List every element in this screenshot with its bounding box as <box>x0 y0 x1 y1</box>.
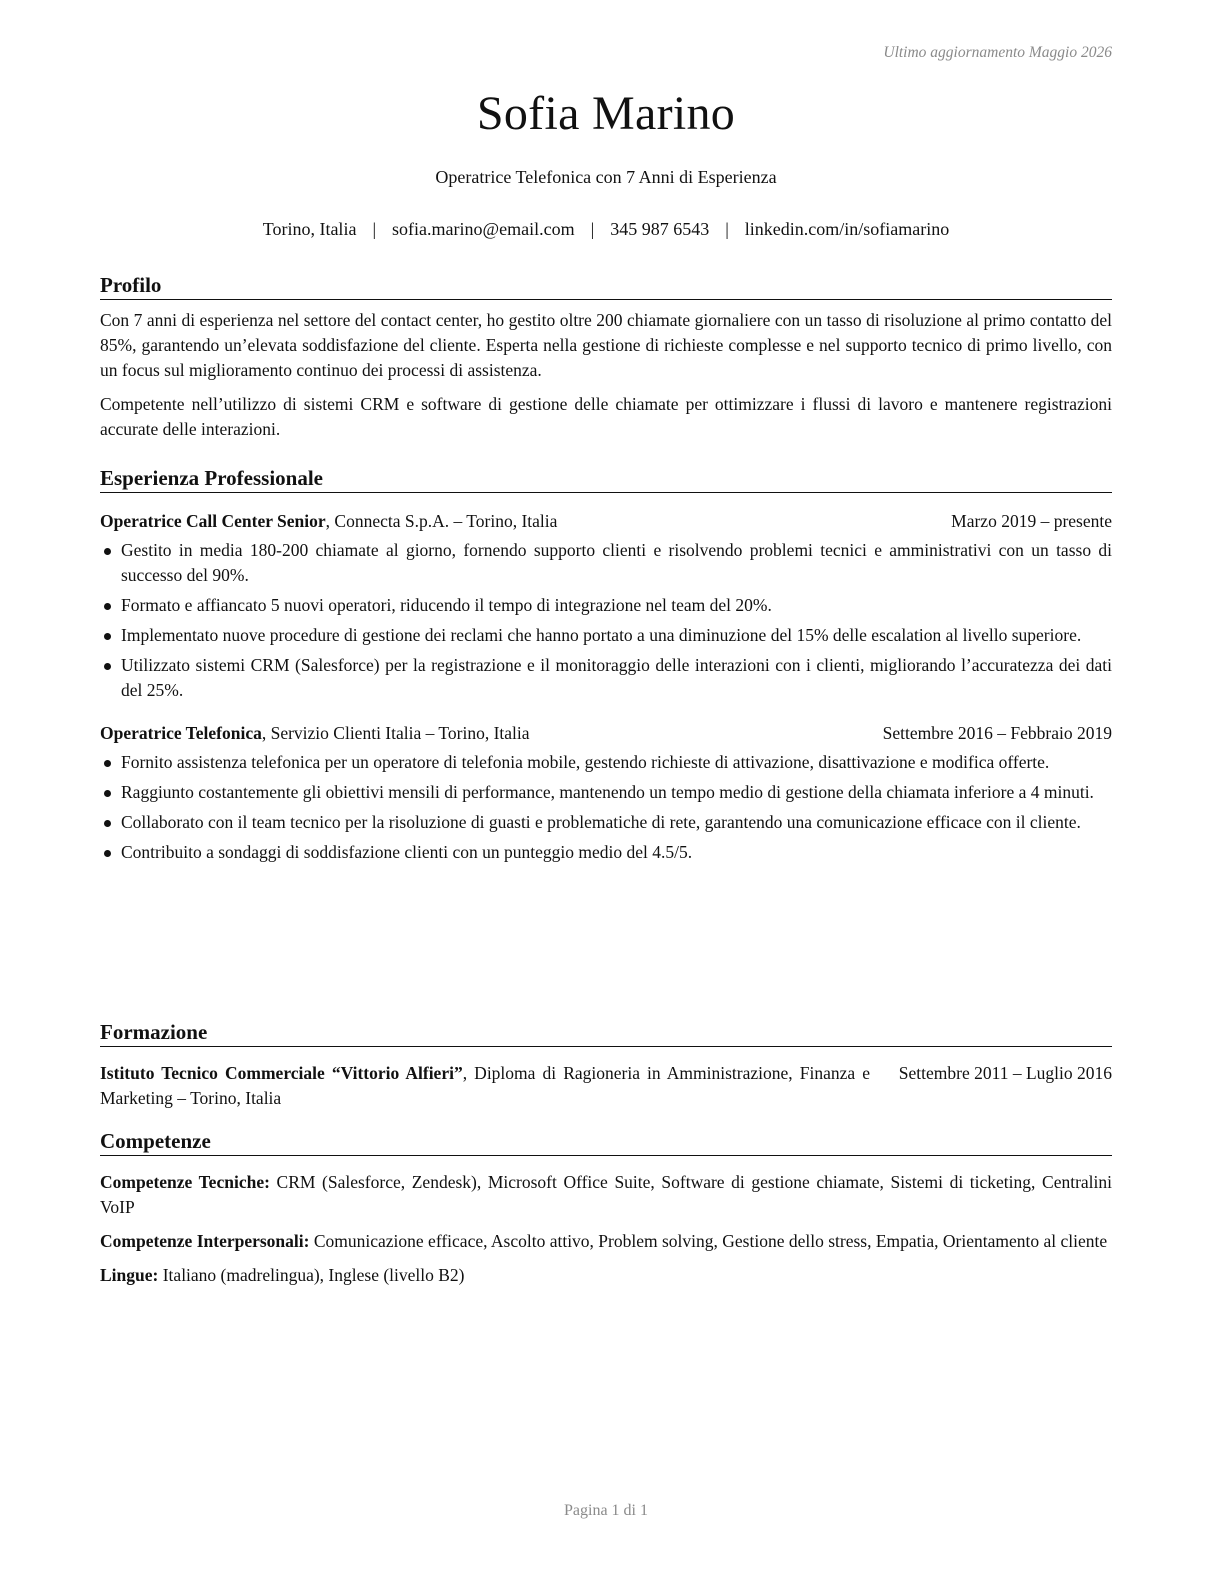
section-title-skills: Competenze <box>100 1128 1112 1156</box>
bullet-icon <box>104 548 111 555</box>
school-name: Istituto Tecnico Commerciale “Vittorio Alfieri” <box>100 1063 463 1083</box>
profile-paragraph: Con 7 anni di esperienza nel settore del contact center, ho gestito oltre 200 chiamate giornaliere con un tasso di risoluzione al primo contatto del 85%, garantendo un’elevata soddisfazione del cliente. Esperta nella gestione di richieste complesse e nel supporto tecnico di primo livello, con un focus sul miglioramento continuo dei processi di assistenza. <box>100 310 1112 380</box>
separator: | <box>590 219 595 239</box>
contact-line <box>100 219 1112 240</box>
skill-row: Competenze Interpersonali: Comunicazione efficace, Ascolto attivo, Problem solving, Gestione dello stress, Empatia, Orientamento al cliente <box>100 1231 1108 1251</box>
profile-paragraph: Competente nell’utilizzo di sistemi CRM e software di gestione delle chiamate per ottimizzare i flussi di lavoro e mantenere registrazioni accurate delle interazioni. <box>100 394 1112 439</box>
list-item: Formato e affiancato 5 nuovi operatori, riducendo il tempo di integrazione nel team del 20%. <box>100 593 1112 618</box>
job-header <box>100 721 1112 746</box>
job-header <box>100 509 1112 534</box>
bullet-icon <box>104 820 111 827</box>
section-title-experience: Esperienza Professionale <box>100 465 1112 493</box>
location: Torino, Italia <box>262 219 357 239</box>
job-dates: Settembre 2016 – Febbraio 2019 <box>882 723 1112 743</box>
education-entry <box>100 1061 1112 1111</box>
list-item: Utilizzato sistemi CRM (Salesforce) per la registrazione e il monitoraggio delle interazioni con i clienti, migliorando l’accuratezza dei dati del 25%. <box>100 653 1112 703</box>
skills-section <box>100 1128 1112 1288</box>
list-item: Contribuito a sondaggi di soddisfazione clienti con un punteggio medio del 4.5/5. <box>100 840 1112 865</box>
experience-section <box>100 465 1112 870</box>
job-role: Operatrice Telefonica <box>100 723 262 743</box>
bullet-icon <box>104 663 111 670</box>
profile-section <box>100 272 1112 442</box>
linkedin-link[interactable]: linkedin.com/in/sofiamarino <box>744 219 950 239</box>
education-dates: Settembre 2011 – Luglio 2016 <box>898 1063 1112 1083</box>
job-role: Operatrice Call Center Senior <box>100 511 326 531</box>
list-item: Implementato nuove procedure di gestione dei reclami che hanno portato a una diminuzione del 15% delle escalation al livello superiore. <box>100 623 1112 648</box>
bullet-icon <box>104 633 111 640</box>
bullet-icon <box>104 760 111 767</box>
candidate-name: Sofia Marino <box>476 87 736 140</box>
list-item: Fornito assistenza telefonica per un operatore di telefonia mobile, gestendo richieste di attivazione, disattivazione e modifica offerte. <box>100 750 1112 775</box>
page-number: Pagina 1 di 1 <box>564 1502 648 1519</box>
education-section <box>100 1019 1112 1111</box>
skill-row: Lingue: Italiano (madrelingua), Inglese (livello B2) <box>100 1265 465 1285</box>
phone: 345 987 6543 <box>610 219 710 239</box>
bullet-icon <box>104 790 111 797</box>
separator: | <box>372 219 377 239</box>
job-company: , Connecta S.p.A. – Torino, Italia <box>325 511 558 531</box>
job-company: , Servizio Clienti Italia – Torino, Italia <box>261 723 530 743</box>
bullet-icon <box>104 850 111 857</box>
skill-row: Competenze Tecniche: CRM (Salesforce, Zendesk), Microsoft Office Suite, Software di gestione chiamate, Sistemi di ticketing, Centralini VoIP <box>100 1172 1112 1217</box>
headline: Operatrice Telefonica con 7 Anni di Esperienza <box>435 167 777 187</box>
job-bullets <box>100 538 1112 703</box>
list-item: Raggiunto costantemente gli obiettivi mensili di performance, mantenendo un tempo medio di gestione della chiamata inferiore a 4 minuti. <box>100 780 1112 805</box>
email-link[interactable]: sofia.marino@email.com <box>392 219 575 239</box>
last-updated: Ultimo aggiornamento Maggio 2026 <box>883 44 1112 61</box>
list-item: Gestito in media 180-200 chiamate al giorno, fornendo supporto clienti e risolvendo problemi tecnici e amministrativi con un tasso di successo del 90%. <box>100 538 1112 588</box>
job-dates: Marzo 2019 – presente <box>951 511 1112 531</box>
section-title-profile: Profilo <box>100 272 1112 300</box>
separator: | <box>725 219 729 239</box>
bullet-icon <box>104 603 111 610</box>
section-title-education: Formazione <box>100 1019 1112 1047</box>
job-bullets <box>100 750 1112 865</box>
list-item: Collaborato con il team tecnico per la risoluzione di guasti e problematiche di rete, garantendo una comunicazione efficace con il cliente. <box>100 810 1112 835</box>
degree: , Diploma di Ragioneria in Amministrazione, Finanza e Marketing – Torino, Italia <box>100 1063 870 1108</box>
